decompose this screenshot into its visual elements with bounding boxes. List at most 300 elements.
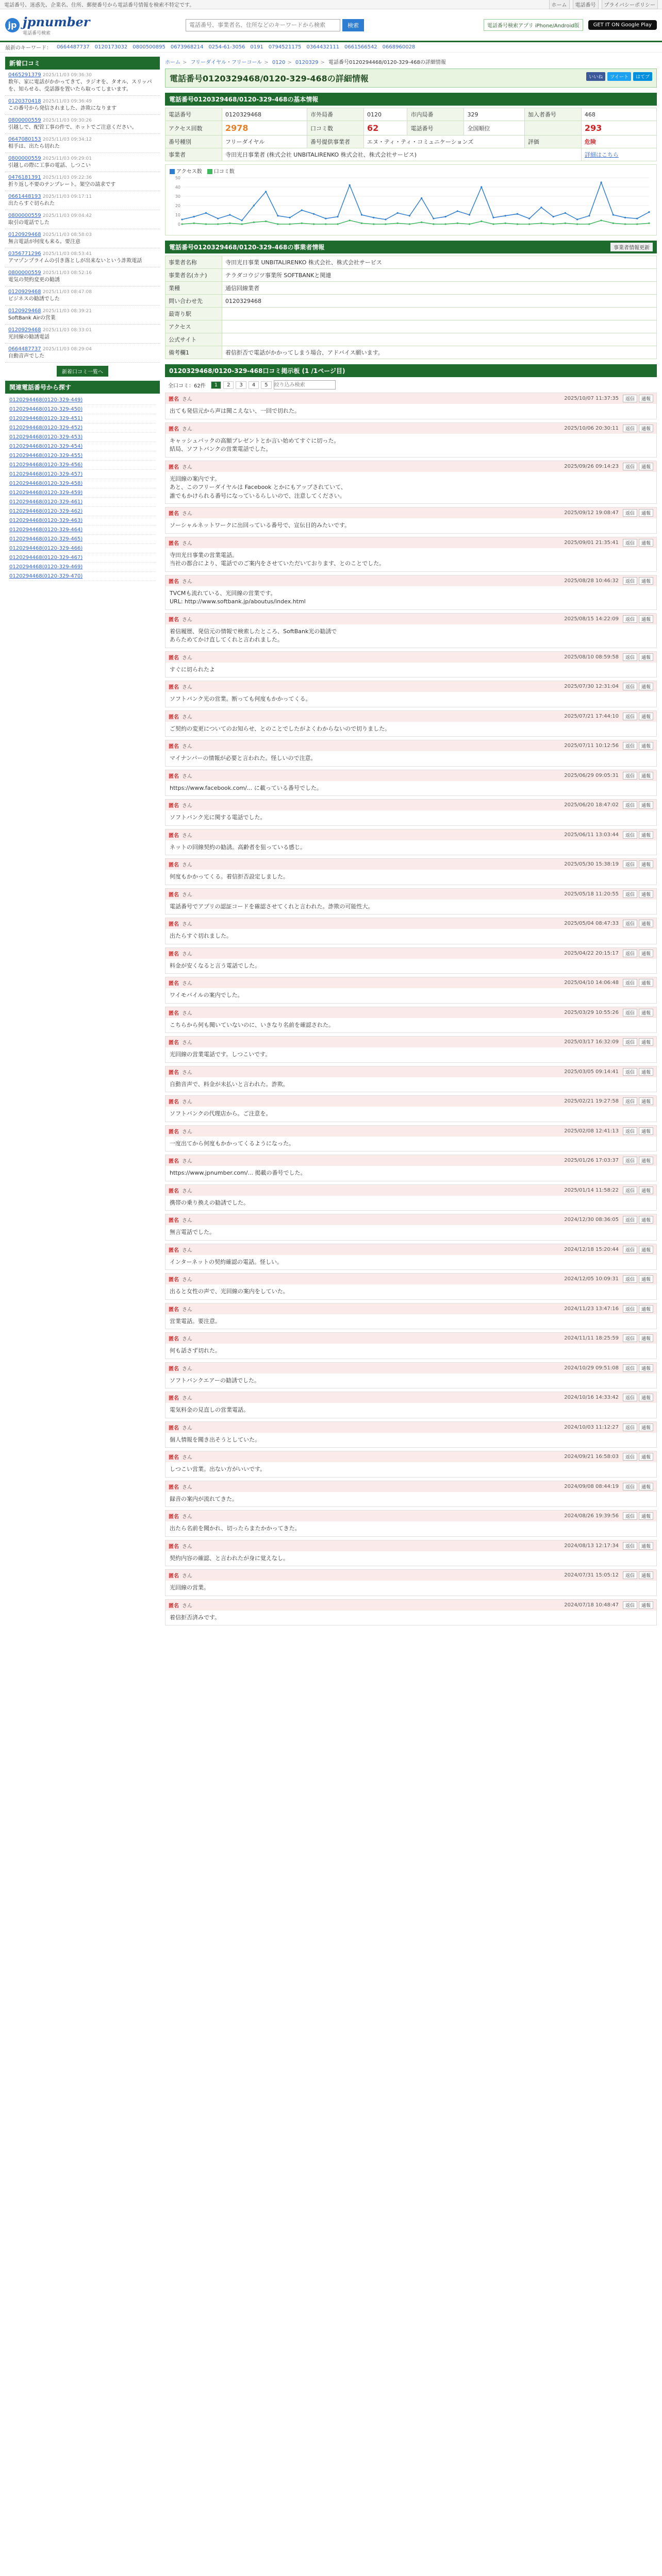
reply-button[interactable]: 返信 — [623, 1038, 637, 1046]
latest-post[interactable] — [5, 172, 160, 191]
filter-input[interactable] — [274, 380, 336, 389]
report-button[interactable]: 通報 — [639, 1009, 653, 1016]
keyword-link[interactable]: 0664487737 — [57, 44, 90, 50]
comment-header — [166, 1155, 656, 1166]
comment-author: 匿名 — [169, 1218, 179, 1224]
reply-button[interactable]: 返信 — [623, 1453, 637, 1461]
biz-section-heading: 電話番号0120329468/0120-329-468の事業者情報 — [169, 244, 325, 251]
reply-button[interactable]: 返信 — [623, 801, 637, 809]
post-number[interactable]: 0120929468 — [8, 327, 41, 333]
post-number[interactable]: 0800000559 — [8, 156, 41, 161]
comment-body: ソフトバンク光の営業。断っても何度もかかってくる。 — [170, 696, 311, 702]
reply-button[interactable]: 返信 — [623, 890, 637, 898]
comment-honorific: さん — [182, 1514, 192, 1520]
review-count-value: 62 — [367, 123, 379, 133]
comment — [165, 613, 657, 648]
reply-button[interactable]: 返信 — [623, 1423, 637, 1431]
keyword-link[interactable]: 0661566542 — [344, 44, 377, 50]
post-time: 2025/11/03 09:34:12 — [42, 137, 92, 142]
biz-addr-value — [222, 308, 657, 320]
post-number[interactable]: 0661448193 — [8, 194, 41, 199]
reply-button[interactable]: 返信 — [623, 509, 637, 517]
related-number-link[interactable]: 0120294468(0120-329-463) — [9, 516, 156, 526]
comment-body: 料金が安くなると言う電話でした。 — [170, 962, 260, 969]
comment-honorific: さん — [182, 714, 192, 720]
hatena-button[interactable]: はてブ — [633, 72, 652, 81]
biz-kana-value: テラダコウジツ事業所 SOFTBANKと関連 — [222, 269, 657, 282]
reply-button[interactable]: 返信 — [623, 950, 637, 957]
latest-post[interactable] — [5, 267, 160, 286]
top-link-privacy[interactable]: プライバシーポリシー — [602, 0, 658, 9]
post-number[interactable]: 0664487737 — [8, 346, 41, 352]
report-button[interactable]: 通報 — [639, 1068, 653, 1076]
comment — [165, 1244, 657, 1270]
related-number-link[interactable]: 0120294468(0120-329-462) — [9, 507, 156, 516]
post-time: 2025/11/03 08:39:21 — [42, 309, 92, 314]
comment-author: 匿名 — [169, 1603, 179, 1609]
number-type-value: フリーダイヤル — [222, 135, 307, 148]
reply-button[interactable]: 返信 — [623, 1216, 637, 1224]
reply-button[interactable]: 返信 — [623, 772, 637, 779]
comment — [165, 575, 657, 610]
comment-header — [166, 1363, 656, 1374]
post-number[interactable]: 0120929468 — [8, 289, 41, 295]
report-button[interactable]: 通報 — [639, 463, 653, 470]
keyword-link[interactable]: 0794521175 — [268, 44, 302, 50]
comment-header — [166, 1333, 656, 1344]
post-number[interactable]: 0465291379 — [8, 72, 41, 78]
chart-point — [229, 214, 230, 215]
info-label: 加入者番号 — [524, 108, 581, 121]
report-button[interactable]: 通報 — [639, 425, 653, 432]
comment-time: 2025/08/15 14:22:09 — [564, 616, 619, 622]
comment-body: 寺田光日事業の営業電話。 当社の都合により、電話でのご案内をさせていただいております、とのことでした。 — [170, 551, 385, 567]
comment-header — [166, 1570, 656, 1581]
page-link[interactable]: 4 — [249, 381, 259, 389]
comment-author: 匿名 — [169, 1484, 179, 1490]
biz-label: 事業者名称 — [166, 256, 222, 269]
related-number-link[interactable]: 0120294468(0120-329-455) — [9, 451, 156, 461]
post-number[interactable]: 0120929468 — [8, 232, 41, 238]
keyword-link[interactable]: 0800500895 — [133, 44, 166, 50]
chart-point — [361, 214, 362, 215]
reply-button[interactable]: 返信 — [623, 653, 637, 661]
comment-body: https://www.jpnumber.com/... 掲載の番号でした。 — [170, 1170, 306, 1176]
report-button[interactable]: 通報 — [639, 1571, 653, 1579]
comment-header — [166, 770, 656, 781]
comment-honorific: さん — [182, 1396, 192, 1401]
site-logo[interactable] — [5, 14, 175, 36]
comment-body: 何度もかかってくる。着信拒否設定しました。 — [170, 873, 289, 880]
report-button[interactable]: 通報 — [639, 1364, 653, 1372]
comment-honorific: さん — [182, 1366, 192, 1372]
comment-body: 一度出てから何度もかかってくるようになった。 — [170, 1140, 294, 1147]
latest-post[interactable] — [5, 306, 160, 325]
report-button[interactable]: 通報 — [639, 1127, 653, 1135]
breadcrumb-item[interactable]: ホーム — [165, 60, 180, 65]
latest-post[interactable] — [5, 344, 160, 363]
post-time: 2025/11/03 09:22:36 — [42, 175, 92, 180]
page-link[interactable]: 2 — [223, 381, 234, 389]
chart-y-tick: 10 — [175, 213, 180, 217]
comment-body: TVCMも流れている、光回線の営業です。 URL: http://www.softbank.jp/aboutus/index.html — [170, 589, 306, 605]
comment-honorific: さん — [182, 1099, 192, 1105]
chart-point — [253, 205, 255, 206]
keyword-link[interactable]: 0668960028 — [382, 44, 416, 50]
app-note[interactable]: 電話番号検索アプリ iPhone/Android版 — [484, 19, 583, 31]
report-button[interactable]: 通報 — [639, 1305, 653, 1313]
chart-point — [421, 222, 422, 223]
comment-body: 光回線の営業。 — [170, 1584, 209, 1591]
facebook-like-button[interactable]: いいね — [586, 72, 605, 81]
search-button[interactable]: 検索 — [342, 19, 364, 31]
rank-label-value: 全国順位 — [464, 121, 524, 135]
report-button[interactable]: 通報 — [639, 950, 653, 957]
comment-honorific: さん — [182, 1129, 192, 1135]
related-number-link[interactable]: 0120294468(0120-329-454) — [9, 442, 156, 451]
comment-header — [166, 1392, 656, 1403]
related-number-link[interactable]: 0120294468(0120-329-470) — [9, 572, 156, 581]
related-number-link[interactable]: 0120294468(0120-329-466) — [9, 544, 156, 553]
biz-edit-button[interactable]: 事業者情報更新 — [610, 243, 653, 251]
more-posts-button[interactable]: 新着口コミ一覧へ — [57, 366, 108, 377]
chart-point — [421, 197, 422, 199]
report-button[interactable]: 通報 — [639, 1453, 653, 1461]
comment — [165, 1481, 657, 1507]
breadcrumb-item[interactable]: 0120 — [272, 60, 286, 65]
comment-author: 匿名 — [169, 1455, 179, 1461]
comment-body: 録音の案内が流れてきた。 — [170, 1495, 238, 1502]
chart-point — [397, 223, 399, 224]
post-number[interactable]: 0120929468 — [8, 308, 41, 314]
report-button[interactable]: 通報 — [639, 615, 653, 623]
related-number-link[interactable]: 0120294468(0120-329-450) — [9, 405, 156, 414]
comment-time: 2025/07/11 10:12:56 — [564, 743, 619, 749]
post-time: 2025/11/03 08:52:16 — [42, 270, 92, 276]
reply-button[interactable]: 返信 — [623, 1157, 637, 1164]
comment-author: 匿名 — [169, 1366, 179, 1372]
comment — [165, 977, 657, 1004]
related-number-link[interactable]: 0120294468(0120-329-461) — [9, 498, 156, 507]
reply-button[interactable]: 返信 — [623, 1364, 637, 1372]
page-link[interactable]: 5 — [261, 381, 271, 389]
report-button[interactable]: 通報 — [639, 1423, 653, 1431]
business-value: 寺田光日事業者 (株式会社 UNBITALIRENKO 株式会社、株式会社サービス) — [222, 148, 582, 161]
report-button[interactable]: 通報 — [639, 713, 653, 720]
comment-honorific: さん — [182, 1544, 192, 1550]
report-button[interactable]: 通報 — [639, 1601, 653, 1609]
latest-post[interactable] — [5, 191, 160, 210]
search-form — [186, 19, 364, 31]
chart-point — [553, 216, 554, 217]
chart-point — [385, 223, 386, 225]
reply-button[interactable]: 返信 — [623, 1601, 637, 1609]
related-number-link[interactable]: 0120294468(0120-329-452) — [9, 423, 156, 433]
chart-point — [337, 223, 338, 225]
latest-post[interactable] — [5, 229, 160, 248]
chart-point — [385, 218, 386, 220]
comment-time: 2025/03/05 09:14:41 — [564, 1069, 619, 1075]
chart-point — [301, 209, 303, 211]
comment-time: 2024/10/29 09:51:08 — [564, 1365, 619, 1371]
post-text: 折り返し不要のテンプレート。架空の請求です — [8, 182, 116, 188]
breadcrumb-item[interactable]: 0120329 — [295, 60, 319, 65]
reply-button[interactable]: 返信 — [623, 425, 637, 432]
keyword-link[interactable]: 0254-61-3056 — [208, 44, 245, 50]
report-button[interactable]: 通報 — [639, 831, 653, 839]
chart-point — [181, 218, 183, 220]
latest-post[interactable] — [5, 115, 160, 134]
comment-header — [166, 1274, 656, 1284]
comment-body: マイナンバーの情報が必要と言われた。怪しいので注意。 — [170, 755, 317, 761]
report-button[interactable]: 通報 — [639, 979, 653, 987]
reply-button[interactable]: 返信 — [623, 1127, 637, 1135]
comment-author: 匿名 — [169, 655, 179, 661]
report-button[interactable]: 通報 — [639, 509, 653, 517]
report-button[interactable]: 通報 — [639, 1483, 653, 1490]
comment-honorific: さん — [182, 1188, 192, 1194]
reply-button[interactable]: 返信 — [623, 1394, 637, 1401]
chart-point — [265, 191, 267, 192]
related-number-link[interactable]: 0120294468(0120-329-464) — [9, 526, 156, 535]
related-number-link[interactable]: 0120294468(0120-329-467) — [9, 553, 156, 563]
page-link[interactable]: 1 — [211, 381, 221, 389]
report-button[interactable]: 通報 — [639, 1512, 653, 1520]
comment — [165, 1599, 657, 1626]
comment-time: 2025/02/21 19:27:58 — [564, 1098, 619, 1104]
comment-header — [166, 537, 656, 548]
latest-post[interactable] — [5, 153, 160, 172]
comment-body: 電話番号でアプリの認証コードを確認させてくれと言われた。詐欺の可能性大。 — [170, 903, 374, 910]
post-number[interactable]: 0800000559 — [8, 270, 41, 276]
top-link-home[interactable]: ホーム — [549, 0, 570, 9]
sidebar — [5, 57, 160, 1629]
comment — [165, 1095, 657, 1122]
post-number[interactable]: 0647080153 — [8, 137, 41, 142]
post-time: 2025/11/03 08:58:03 — [42, 232, 92, 238]
google-play-badge[interactable]: GET IT ON Google Play — [588, 20, 657, 30]
latest-post[interactable] — [5, 70, 160, 96]
report-button[interactable]: 通報 — [639, 1097, 653, 1105]
detail-link[interactable]: 詳細はこちら — [584, 151, 619, 158]
post-number[interactable]: 0800000559 — [8, 213, 41, 218]
page-title-bar — [165, 69, 657, 88]
comment-author: 匿名 — [169, 511, 179, 517]
chart-point — [444, 223, 446, 225]
report-button[interactable]: 通報 — [639, 653, 653, 661]
reply-button[interactable]: 返信 — [623, 860, 637, 868]
chart-point — [588, 223, 590, 225]
report-button[interactable]: 通報 — [639, 801, 653, 809]
comment-time: 2024/12/18 15:20:44 — [564, 1246, 619, 1252]
reply-button[interactable]: 返信 — [623, 1542, 637, 1550]
reply-button[interactable]: 返信 — [623, 539, 637, 547]
chart-point — [624, 217, 626, 218]
report-button[interactable]: 通報 — [639, 683, 653, 690]
report-button[interactable]: 通報 — [639, 742, 653, 750]
pager-label: 全口コミ：62件 — [168, 383, 206, 389]
report-button[interactable]: 通報 — [639, 1542, 653, 1550]
related-number-link[interactable]: 0120294468(0120-329-456) — [9, 461, 156, 470]
report-button[interactable]: 通報 — [639, 1187, 653, 1194]
post-text: ビジネスの勧誘でした — [8, 296, 60, 302]
reply-button[interactable]: 返信 — [623, 1305, 637, 1313]
info-label — [524, 121, 581, 135]
related-number-link[interactable]: 0120294468(0120-329-458) — [9, 479, 156, 488]
report-button[interactable]: 通報 — [639, 395, 653, 402]
reply-button[interactable]: 返信 — [623, 1483, 637, 1490]
report-button[interactable]: 通報 — [639, 772, 653, 779]
page-link[interactable]: 3 — [236, 381, 246, 389]
comment-header — [166, 889, 656, 900]
reply-button[interactable]: 返信 — [623, 1512, 637, 1520]
reply-button[interactable]: 返信 — [623, 831, 637, 839]
breadcrumb-item[interactable]: フリーダイヤル・フリーコール — [190, 60, 262, 65]
comment-header — [166, 740, 656, 751]
search-input[interactable] — [186, 19, 340, 31]
comment-author: 匿名 — [169, 1247, 179, 1253]
post-text: 取引の電話でした — [8, 220, 49, 226]
post-number[interactable]: 0120370418 — [8, 98, 41, 104]
reply-button[interactable]: 返信 — [623, 1334, 637, 1342]
report-button[interactable]: 通報 — [639, 1394, 653, 1401]
comment-body: 光回線の案内です。 あと、このフリーダイヤルは Facebook とかにもアップされていて、 誰でもかけられる番号になっているらしいので、注意してください。 — [170, 475, 346, 499]
comment-time: 2025/06/20 18:47:02 — [564, 802, 619, 808]
chart-point — [576, 223, 578, 225]
reply-button[interactable]: 返信 — [623, 1246, 637, 1253]
comment-header — [166, 948, 656, 959]
latest-post[interactable] — [5, 210, 160, 229]
comment-header — [166, 393, 656, 404]
comment-header — [166, 1244, 656, 1255]
reply-button[interactable]: 返信 — [623, 742, 637, 750]
related-number-link[interactable]: 0120294468(0120-329-453) — [9, 433, 156, 442]
report-button[interactable]: 通報 — [639, 890, 653, 898]
reply-button[interactable]: 返信 — [623, 1097, 637, 1105]
chart-point — [313, 213, 315, 215]
report-button[interactable]: 通報 — [639, 1334, 653, 1342]
post-number[interactable]: 0800000559 — [8, 117, 41, 123]
comment-body: 出ると女性の声で、光回線の案内をしていた。 — [170, 1288, 289, 1295]
comment-author: 匿名 — [169, 1010, 179, 1016]
breadcrumb: ホーム > フリーダイヤル・フリーコール > 0120 > 0120329 > 電話番号0120294468/0120-329-468の詳細情報 — [165, 60, 446, 65]
chart-point — [241, 223, 243, 225]
info-label: 番号提供事業者 — [307, 135, 363, 148]
chart-point — [457, 210, 458, 212]
reply-button[interactable]: 返信 — [623, 1009, 637, 1016]
reply-button[interactable]: 返信 — [623, 979, 637, 987]
chart-point — [325, 223, 326, 225]
chart-point — [289, 217, 290, 218]
post-number[interactable]: 0476181391 — [8, 175, 41, 180]
reply-button[interactable]: 返信 — [623, 615, 637, 623]
latest-post[interactable] — [5, 286, 160, 306]
chart-point — [528, 218, 530, 219]
post-time: 2025/11/03 09:36:30 — [42, 73, 92, 78]
latest-post[interactable] — [5, 325, 160, 344]
comment-author: 匿名 — [169, 981, 179, 987]
reply-button[interactable]: 返信 — [623, 713, 637, 720]
reply-button[interactable]: 返信 — [623, 683, 637, 690]
keyword-link[interactable]: 0673968214 — [170, 44, 204, 50]
reply-button[interactable]: 返信 — [623, 577, 637, 585]
reply-button[interactable]: 返信 — [623, 920, 637, 927]
comment-honorific: さん — [182, 1159, 192, 1164]
top-strip-text: 電話番号、迷惑先、企業名、住所、郵便番号から電話番号情報を検索不特定です。 — [4, 3, 195, 8]
comment-header — [166, 1096, 656, 1107]
subscriber-value: 468 — [581, 108, 656, 121]
report-button[interactable]: 通報 — [639, 1275, 653, 1283]
biz-label: 問い合わせ先 — [166, 295, 222, 308]
reply-button[interactable]: 返信 — [623, 463, 637, 470]
report-button[interactable]: 通報 — [639, 1038, 653, 1046]
latest-post[interactable] — [5, 248, 160, 267]
biz-note-value: 着信拒否で電話がかかってしまう場合、アドバイス願います。 — [222, 346, 657, 359]
chart-point — [444, 216, 446, 217]
reply-button[interactable]: 返信 — [623, 1068, 637, 1076]
reply-button[interactable]: 返信 — [623, 1275, 637, 1283]
reply-button[interactable]: 返信 — [623, 1187, 637, 1194]
rating-value: 危険 — [584, 139, 596, 145]
related-number-link[interactable]: 0120294468(0120-329-465) — [9, 535, 156, 544]
related-number-link[interactable]: 0120294468(0120-329-459) — [9, 488, 156, 498]
related-number-link[interactable]: 0120294468(0120-329-469) — [9, 563, 156, 572]
report-button[interactable]: 通報 — [639, 539, 653, 547]
comment-honorific: さん — [182, 1336, 192, 1342]
report-button[interactable]: 通報 — [639, 1157, 653, 1164]
post-number[interactable]: 0356771296 — [8, 251, 41, 257]
keyword-link[interactable]: 0120173032 — [94, 44, 128, 50]
reply-button[interactable]: 返信 — [623, 395, 637, 402]
reply-button[interactable]: 返信 — [623, 1571, 637, 1579]
report-button[interactable]: 通報 — [639, 860, 653, 868]
related-number-link[interactable]: 0120294468(0120-329-449) — [9, 396, 156, 405]
comment-time: 2024/09/21 16:58:03 — [564, 1454, 619, 1460]
related-number-link[interactable]: 0120294468(0120-329-457) — [9, 470, 156, 479]
comment-author: 匿名 — [169, 1070, 179, 1076]
comment-body: 着信履歴、発信元の情報で検索したところ、SoftBank光の勧誘で あらためてかけ直してくれと言われました。 — [170, 628, 337, 643]
comment-author: 匿名 — [169, 1544, 179, 1550]
comment-time: 2025/02/08 12:41:13 — [564, 1128, 619, 1134]
comment-header — [166, 423, 656, 434]
chart-point — [289, 223, 290, 225]
comment-author: 匿名 — [169, 1573, 179, 1579]
chart-y-tick: 40 — [175, 185, 180, 190]
keyword-link[interactable]: 0364432111 — [306, 44, 340, 50]
latest-post[interactable] — [5, 134, 160, 153]
comment — [165, 1362, 657, 1389]
top-link-phone[interactable]: 電話番号 — [573, 0, 599, 9]
report-button[interactable]: 通報 — [639, 1246, 653, 1253]
comment-author: 匿名 — [169, 773, 179, 779]
chart-point — [217, 223, 219, 225]
tweet-button[interactable]: ツイート — [607, 72, 631, 81]
comment — [165, 1540, 657, 1567]
comment-author: 匿名 — [169, 617, 179, 623]
report-button[interactable]: 通報 — [639, 577, 653, 585]
keyword-link[interactable]: 0191 — [250, 44, 263, 50]
post-time: 2025/11/03 08:47:08 — [42, 290, 92, 295]
chart-series-line — [182, 221, 649, 224]
related-number-link[interactable]: 0120294468(0120-329-451) — [9, 414, 156, 423]
chart-point — [469, 214, 470, 215]
report-button[interactable]: 通報 — [639, 920, 653, 927]
report-button[interactable]: 通報 — [639, 1216, 653, 1224]
latest-post[interactable] — [5, 96, 160, 115]
chart-point — [457, 223, 458, 224]
chart-point — [433, 218, 434, 219]
chart-point — [481, 186, 482, 188]
